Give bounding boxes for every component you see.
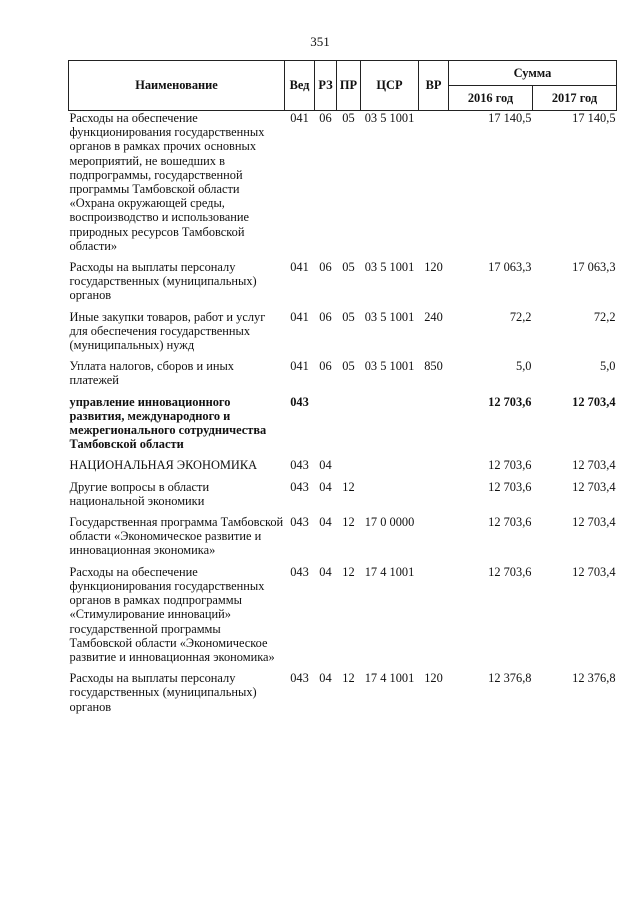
row-vr: 120 — [424, 260, 443, 275]
page-number: 351 — [310, 34, 330, 49]
budget-table — [68, 60, 617, 721]
header-name: Наименование — [69, 61, 285, 111]
row-name: Расходы на обеспечение функционирования государственных органов в рамках подпрограммы «Стимулирование инноваций» государственной программы Тамбовской области «Экономическое развитие и инновационная экономика» — [69, 564, 275, 664]
table-row — [69, 515, 617, 565]
row-pr: 05 — [342, 111, 355, 125]
row-amount-2017: 12 703,4 — [572, 394, 616, 409]
row-amount-2016: 72,2 — [509, 309, 532, 324]
row-vr — [419, 480, 449, 515]
row-vr — [419, 111, 449, 261]
row-amount-2017: 12 703,4 — [572, 479, 616, 494]
row-vr: 240 — [424, 309, 443, 324]
header-csr: ЦСР — [361, 61, 419, 111]
header-pr: ПР — [337, 61, 361, 111]
row-rz: 04 — [319, 479, 332, 494]
row-csr: 17 0 0000 — [364, 515, 415, 530]
row-vr — [419, 515, 449, 565]
row-pr: 12 — [342, 671, 355, 686]
row-pr: 05 — [342, 260, 355, 275]
row-ved: 043 — [290, 564, 309, 579]
row-ved: 041 — [290, 111, 309, 125]
row-rz: 04 — [319, 458, 332, 473]
row-csr — [361, 395, 419, 459]
table-row — [69, 565, 617, 671]
row-ved: 043 — [290, 479, 309, 494]
row-amount-2017: 12 703,4 — [572, 564, 616, 579]
table-row — [69, 111, 617, 261]
row-amount-2016: 12 703,6 — [488, 458, 532, 473]
row-name: Уплата налогов, сборов и иных платежей — [69, 359, 234, 388]
table-row — [69, 310, 617, 360]
row-vr — [419, 565, 449, 671]
table-row — [69, 260, 617, 310]
row-csr: 03 5 1001 — [364, 309, 415, 324]
row-ved: 041 — [290, 309, 309, 324]
row-amount-2017: 12 376,8 — [572, 671, 616, 686]
row-name: Другие вопросы в области национальной экономики — [69, 479, 210, 508]
row-csr: 17 4 1001 — [364, 564, 415, 579]
row-pr: 05 — [342, 309, 355, 324]
row-rz: 06 — [319, 260, 332, 275]
row-csr: 03 5 1001 — [364, 359, 415, 374]
row-pr: 12 — [342, 564, 355, 579]
row-rz — [315, 395, 337, 459]
row-ved: 041 — [290, 359, 309, 374]
row-pr: 05 — [342, 359, 355, 374]
header-vr: ВР — [419, 61, 449, 111]
row-pr — [337, 458, 361, 479]
row-name: Расходы на выплаты персоналу государственных (муниципальных) органов — [69, 671, 257, 714]
row-pr: 12 — [342, 515, 355, 530]
row-ved: 041 — [290, 260, 309, 275]
row-rz: 06 — [319, 111, 332, 125]
row-ved: 043 — [290, 515, 309, 530]
row-amount-2016: 12 703,6 — [488, 394, 532, 409]
row-rz: 04 — [319, 564, 332, 579]
row-amount-2016: 12 703,6 — [488, 479, 532, 494]
row-ved: 043 — [290, 458, 309, 473]
table-row — [69, 458, 617, 479]
row-vr: 120 — [424, 671, 443, 686]
row-amount-2017: 12 703,4 — [572, 458, 616, 473]
row-rz: 06 — [319, 359, 332, 374]
row-amount-2017: 17 140,5 — [572, 111, 616, 125]
row-name: Расходы на обеспечение функционирования государственных органов в рамках прочих основных мероприятий, не вошедших в подпрограммы, государственной программы Тамбовской области «Охрана окружающей среды, воспроизводство и использование природных ресурсов Тамбовской области» — [69, 111, 265, 253]
row-pr — [337, 395, 361, 459]
row-name: Государственная программа Тамбовской области «Экономическое развитие и инновационная экономика» — [69, 515, 284, 558]
row-amount-2017: 17 063,3 — [572, 260, 616, 275]
row-amount-2017: 5,0 — [600, 359, 616, 374]
row-vr: 850 — [424, 359, 443, 374]
row-csr — [361, 480, 419, 515]
row-name: Расходы на выплаты персоналу государственных (муниципальных) органов — [69, 260, 257, 303]
row-rz: 06 — [319, 309, 332, 324]
table-row — [69, 480, 617, 515]
row-name: управление инновационного развития, международного и межрегионального сотрудничества Тамбовской области — [69, 394, 267, 452]
row-amount-2016: 17 063,3 — [488, 260, 532, 275]
row-rz: 04 — [319, 671, 332, 686]
row-pr: 12 — [342, 479, 355, 494]
header-sum: Сумма — [449, 61, 617, 86]
row-csr: 17 4 1001 — [364, 671, 415, 686]
row-rz: 04 — [319, 515, 332, 530]
row-csr — [361, 458, 419, 479]
row-vr — [419, 458, 449, 479]
table-row — [69, 395, 617, 459]
row-amount-2016: 12 376,8 — [488, 671, 532, 686]
header-row — [69, 61, 617, 86]
row-amount-2016: 17 140,5 — [488, 111, 532, 125]
row-name: НАЦИОНАЛЬНАЯ ЭКОНОМИКА — [69, 458, 258, 473]
header-ved: Вед — [285, 61, 315, 111]
row-amount-2017: 12 703,4 — [572, 515, 616, 530]
table-row — [69, 671, 617, 721]
header-year-2017: 2017 год — [533, 86, 617, 111]
row-amount-2016: 5,0 — [516, 359, 532, 374]
row-name: Иные закупки товаров, работ и услуг для обеспечения государственных (муниципальных) нужд — [69, 309, 266, 353]
row-amount-2016: 12 703,6 — [488, 564, 532, 579]
row-csr: 03 5 1001 — [364, 111, 415, 125]
table-row — [69, 359, 617, 394]
row-vr — [419, 395, 449, 459]
row-csr: 03 5 1001 — [364, 260, 415, 275]
row-ved: 043 — [290, 671, 309, 686]
row-amount-2016: 12 703,6 — [488, 515, 532, 530]
row-amount-2017: 72,2 — [593, 309, 616, 324]
header-year-2016: 2016 год — [449, 86, 533, 111]
header-rz: РЗ — [315, 61, 337, 111]
row-ved: 043 — [290, 394, 309, 409]
